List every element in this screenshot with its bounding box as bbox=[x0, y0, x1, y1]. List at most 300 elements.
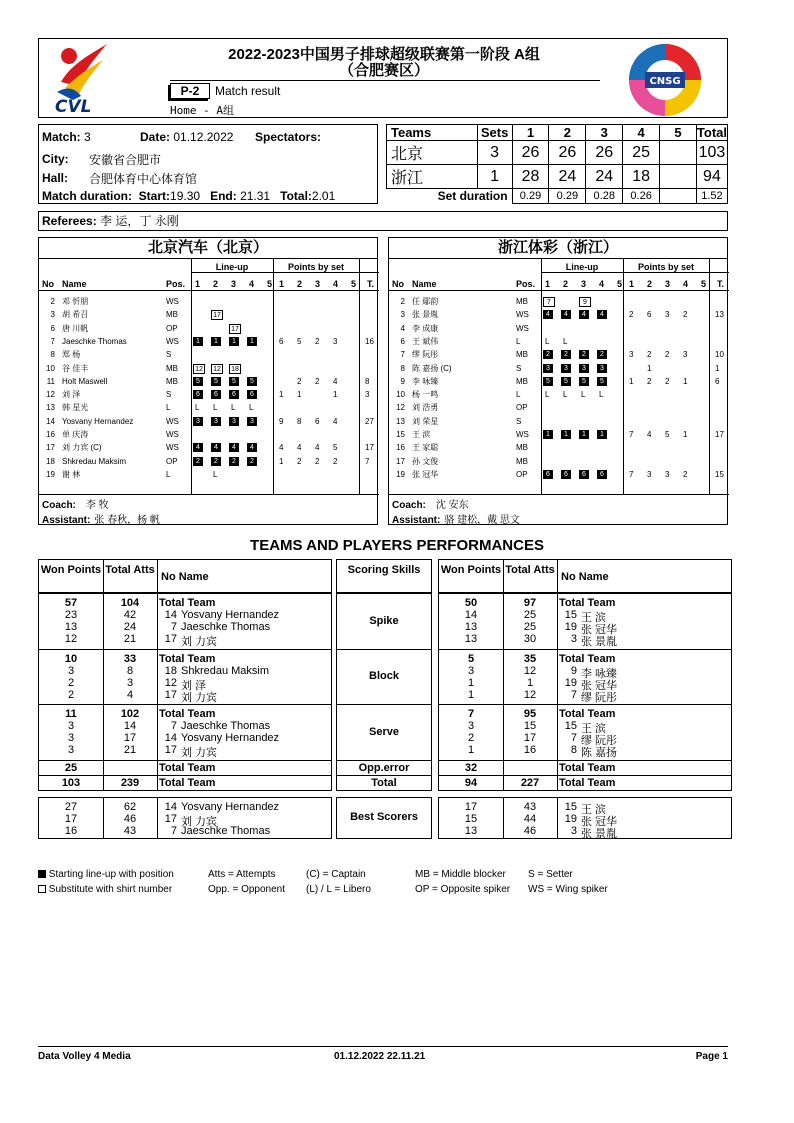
player-set-points: 1 bbox=[683, 430, 688, 439]
player-number: 6 bbox=[400, 336, 405, 346]
player-position: L bbox=[516, 390, 521, 400]
player-name: 刘 泽 bbox=[62, 390, 81, 400]
player-name: 张 冠华 bbox=[581, 624, 618, 636]
player-total-points: 7 bbox=[365, 456, 370, 466]
player-total-points: 17 bbox=[365, 443, 374, 453]
player-total-points: 10 bbox=[715, 350, 724, 360]
starting-position-box: 4 bbox=[543, 310, 553, 319]
player-set-points: 2 bbox=[333, 456, 338, 466]
footer-page: Page 1 bbox=[695, 1051, 728, 1062]
total-atts: 25 bbox=[523, 621, 537, 633]
player-position: WS bbox=[516, 310, 529, 320]
grid-line bbox=[557, 594, 558, 650]
substitute-number-box: 12 bbox=[193, 364, 205, 374]
grid-line bbox=[389, 494, 729, 495]
player-row bbox=[389, 442, 729, 454]
won-points: 25 bbox=[64, 761, 78, 774]
title-underline bbox=[170, 80, 600, 81]
grid-line bbox=[157, 776, 158, 790]
player-row bbox=[39, 389, 379, 401]
player-name: 李 咏臻 bbox=[412, 376, 439, 386]
player-set-points: 2 bbox=[647, 350, 652, 360]
player-number: 12 bbox=[46, 390, 55, 400]
player-number: 19 bbox=[564, 812, 577, 825]
starting-position-box: 2 bbox=[229, 457, 239, 466]
player-number: 17 bbox=[396, 456, 405, 466]
perf-skill-best-scorers bbox=[336, 797, 432, 839]
lineup-libero: L bbox=[581, 390, 586, 400]
player-number: 7 bbox=[170, 824, 177, 837]
perf-best-scorers-right bbox=[438, 797, 732, 839]
col-points: 5 bbox=[351, 279, 357, 289]
player-total-points: 16 bbox=[365, 336, 374, 346]
match-label: Match: 3 bbox=[42, 130, 91, 144]
player-number: 19 bbox=[396, 469, 405, 479]
player-total-points: 15 bbox=[715, 469, 724, 479]
player-set-points: 3 bbox=[665, 469, 670, 479]
player-number: 15 bbox=[396, 430, 405, 439]
perf-skill-block bbox=[336, 649, 432, 706]
player-position: WS bbox=[166, 416, 179, 426]
player-number: 15 bbox=[564, 800, 577, 813]
starting-position-box: 3 bbox=[597, 364, 607, 373]
player-set-points: 5 bbox=[297, 336, 302, 346]
total-atts: 227 bbox=[520, 776, 540, 789]
player-position: MB bbox=[516, 297, 528, 306]
cvl-logo-text: CVL bbox=[55, 97, 92, 116]
total-atts: 104 bbox=[120, 597, 140, 609]
total-atts: 33 bbox=[123, 652, 137, 665]
total-atts: 4 bbox=[126, 688, 134, 701]
total-atts: 42 bbox=[123, 609, 137, 621]
starting-position-box: 3 bbox=[543, 364, 553, 373]
total-time: 2.01 bbox=[311, 189, 336, 203]
lineup-libero: L bbox=[231, 403, 236, 413]
player-position: WS bbox=[166, 336, 179, 346]
col-points: 1 bbox=[279, 279, 285, 289]
starting-position-box: 6 bbox=[579, 470, 589, 479]
won-points: 16 bbox=[64, 824, 78, 837]
player-total-points: 27 bbox=[365, 416, 374, 426]
col-set: 1 bbox=[195, 279, 201, 289]
col-points: 4 bbox=[683, 279, 689, 289]
starting-position-box: 2 bbox=[597, 350, 607, 359]
perf-skill-total bbox=[336, 775, 432, 791]
player-set-points: 7 bbox=[629, 430, 634, 439]
h-scoring-skills: Scoring Skills bbox=[347, 564, 421, 576]
footer-timestamp: 01.12.2022 22.11.21 bbox=[334, 1051, 426, 1062]
grid-line bbox=[541, 272, 729, 273]
col-points: 2 bbox=[647, 279, 653, 289]
perf-section-spike-right bbox=[438, 593, 732, 650]
player-number: 13 bbox=[46, 403, 55, 413]
substitute-number-box: 7 bbox=[543, 297, 555, 307]
player-name: Total Team bbox=[559, 708, 616, 720]
player-set-points: 6 bbox=[279, 336, 284, 346]
player-row bbox=[39, 349, 379, 361]
starting-position-box: 2 bbox=[247, 457, 257, 466]
total-atts: 239 bbox=[120, 776, 140, 789]
lineup-libero: L bbox=[545, 390, 550, 400]
coach-row bbox=[392, 496, 469, 511]
starting-position-box: 1 bbox=[229, 337, 239, 346]
starting-position-box: 5 bbox=[543, 377, 553, 386]
legend-mb: MB = Middle blocker bbox=[415, 869, 506, 880]
col-points: 3 bbox=[665, 279, 671, 289]
player-position: MB bbox=[516, 456, 528, 466]
score-header-row: Teams Sets 1 2 3 4 5 Total bbox=[387, 125, 728, 141]
player-position: MB bbox=[166, 310, 178, 320]
col-name: Name bbox=[62, 279, 87, 289]
player-name: 张 景胤 bbox=[581, 827, 618, 840]
player-number: 19 bbox=[564, 621, 577, 633]
col-points: 2 bbox=[297, 279, 303, 289]
player-position: MB bbox=[516, 376, 528, 386]
total-atts: 46 bbox=[123, 812, 137, 825]
duration-row: Match duration: Start:19.30 End: 21.31 Total:2.01 bbox=[42, 189, 336, 203]
coach-name: 沈 安东 bbox=[435, 500, 469, 511]
player-row bbox=[39, 402, 379, 414]
lineup-label: Line-up bbox=[215, 262, 249, 272]
player-position: WS bbox=[516, 323, 529, 333]
starting-position-box: 3 bbox=[247, 417, 257, 426]
player-set-points: 8 bbox=[297, 416, 302, 426]
starting-position-box: 1 bbox=[597, 430, 607, 439]
grid-line bbox=[557, 776, 558, 790]
player-number: 2 bbox=[400, 297, 405, 306]
perf-skill-opp_error bbox=[336, 760, 432, 776]
won-points: 3 bbox=[467, 720, 475, 732]
player-name: 谢 林 bbox=[62, 469, 81, 479]
total-atts: 24 bbox=[123, 621, 137, 633]
player-number: 14 bbox=[164, 732, 177, 744]
col-pos: Pos. bbox=[516, 279, 536, 289]
total-atts: 15 bbox=[523, 720, 537, 732]
grid-line bbox=[157, 705, 158, 761]
player-set-points: 2 bbox=[315, 456, 320, 466]
player-total-points: 3 bbox=[365, 390, 370, 400]
player-number: 16 bbox=[46, 430, 55, 439]
player-name: 陈 嘉扬 (C) bbox=[412, 363, 452, 373]
player-name: 李 成康 bbox=[412, 323, 439, 333]
player-number: 19 bbox=[564, 676, 577, 689]
starting-position-box: 2 bbox=[193, 457, 203, 466]
perf-skill-serve bbox=[336, 704, 432, 761]
player-position: WS bbox=[166, 430, 179, 439]
player-number: 14 bbox=[164, 800, 177, 813]
player-name: Yosvany Hernandez bbox=[62, 416, 134, 426]
player-name: 王 滨 bbox=[412, 430, 431, 439]
col-set: 4 bbox=[249, 279, 255, 289]
player-number: 3 bbox=[570, 824, 577, 837]
player-set-points: 3 bbox=[333, 336, 338, 346]
player-set-points: 3 bbox=[629, 350, 634, 360]
lineup-libero: L bbox=[599, 390, 604, 400]
player-number: 12 bbox=[396, 403, 405, 413]
starting-position-box: 4 bbox=[597, 310, 607, 319]
footer-divider bbox=[38, 1046, 728, 1047]
player-set-points: 3 bbox=[683, 350, 688, 360]
player-number: 17 bbox=[46, 443, 55, 453]
player-name: Jaeschke Thomas bbox=[62, 336, 127, 346]
player-name: 刘 力宾 bbox=[181, 636, 218, 648]
player-row bbox=[389, 363, 729, 375]
won-points: 13 bbox=[464, 621, 478, 633]
player-set-points: 5 bbox=[665, 430, 670, 439]
player-number: 8 bbox=[50, 350, 55, 360]
won-points: 10 bbox=[64, 652, 78, 665]
player-name: Total Team bbox=[159, 597, 216, 609]
player-name: Shkredau Maksim bbox=[181, 664, 270, 677]
starting-position-box: 5 bbox=[211, 377, 221, 386]
total-atts: 43 bbox=[123, 824, 137, 837]
player-name: 刘 力宾 (C) bbox=[62, 443, 102, 453]
player-position: WS bbox=[516, 430, 529, 439]
player-number: 7 bbox=[570, 732, 577, 744]
player-name: Jaeschke Thomas bbox=[181, 621, 271, 633]
player-number: 2 bbox=[50, 297, 55, 306]
player-name: 谷 佳丰 bbox=[62, 363, 89, 373]
starting-position-box: 3 bbox=[211, 417, 221, 426]
player-set-points: 1 bbox=[297, 390, 302, 400]
player-set-points: 4 bbox=[297, 443, 302, 453]
player-number: 17 bbox=[164, 744, 177, 756]
report-header bbox=[38, 38, 728, 118]
player-set-points: 5 bbox=[333, 443, 338, 453]
player-name: 唐 川帆 bbox=[62, 323, 89, 333]
player-position: S bbox=[166, 350, 172, 360]
won-points: 15 bbox=[464, 812, 478, 825]
referees-row bbox=[38, 211, 728, 231]
player-name: 刘 泽 bbox=[181, 679, 207, 692]
player-number: 7 bbox=[170, 720, 177, 732]
assistant-row bbox=[392, 511, 520, 526]
starting-position-box: 5 bbox=[193, 377, 203, 386]
col-set: 4 bbox=[599, 279, 605, 289]
player-name: Total Team bbox=[159, 708, 216, 720]
player-set-points: 2 bbox=[665, 376, 670, 386]
player-name: 王 斌伟 bbox=[412, 336, 439, 346]
player-total-points: 8 bbox=[365, 376, 370, 386]
starting-position-box: 5 bbox=[229, 377, 239, 386]
starting-position-box: 3 bbox=[229, 417, 239, 426]
legend-starting: Starting line-up with position bbox=[38, 869, 174, 880]
total-atts: 17 bbox=[523, 732, 537, 744]
perf-header-left bbox=[38, 559, 332, 593]
player-name: 刘 浩勇 bbox=[412, 403, 439, 413]
assistant-label: Assistant: bbox=[42, 515, 91, 526]
col-set: 5 bbox=[267, 279, 273, 289]
col-points: T. bbox=[367, 279, 375, 289]
player-set-points: 4 bbox=[647, 430, 652, 439]
perf-best-scorers-left bbox=[38, 797, 332, 839]
footer-left: Data Volley 4 Media bbox=[38, 1051, 131, 1062]
player-number: 14 bbox=[46, 416, 55, 426]
player-set-points: 2 bbox=[297, 376, 302, 386]
player-name: 缪 阮彤 bbox=[581, 735, 618, 747]
player-position: L bbox=[166, 469, 171, 479]
player-set-points: 4 bbox=[333, 416, 338, 426]
player-name: 孙 文俊 bbox=[412, 456, 439, 466]
referees-names: 李 运，丁 永刚 bbox=[100, 214, 179, 228]
player-position: OP bbox=[166, 323, 178, 333]
col-points: 3 bbox=[315, 279, 321, 289]
player-name: 王 滨 bbox=[581, 723, 607, 735]
player-name: 邓 忻朋 bbox=[62, 297, 89, 306]
cnsg-logo-text: CNSG bbox=[649, 76, 681, 87]
player-number: 14 bbox=[164, 609, 177, 621]
won-points: 5 bbox=[467, 652, 475, 665]
starting-position-box: 6 bbox=[247, 390, 257, 399]
substitute-number-box: 17 bbox=[229, 324, 241, 334]
starting-position-box: 6 bbox=[211, 390, 221, 399]
player-number: 9 bbox=[570, 664, 577, 677]
player-row bbox=[389, 416, 729, 428]
grid-line bbox=[157, 761, 158, 775]
player-number: 3 bbox=[50, 310, 55, 320]
h-total-atts: Total Atts bbox=[505, 564, 555, 576]
lineup-libero: L bbox=[249, 403, 254, 413]
total-atts: 14 bbox=[123, 720, 137, 732]
starting-position-box: 6 bbox=[193, 390, 203, 399]
won-points: 3 bbox=[67, 664, 75, 677]
col-set: 3 bbox=[581, 279, 587, 289]
starting-position-box: 6 bbox=[229, 390, 239, 399]
substitute-number-box: 9 bbox=[579, 297, 591, 307]
date-label: Date: 01.12.2022 bbox=[140, 130, 234, 144]
player-row bbox=[39, 469, 379, 481]
player-number: 13 bbox=[396, 416, 405, 426]
grid-line bbox=[191, 272, 379, 273]
player-name: 李 咏臻 bbox=[581, 667, 618, 680]
total-atts: 102 bbox=[120, 708, 140, 720]
player-position: WS bbox=[166, 443, 179, 453]
player-set-points: 1 bbox=[629, 376, 634, 386]
match-info-panel bbox=[38, 124, 378, 204]
player-number: 7 bbox=[170, 621, 177, 633]
player-row bbox=[39, 309, 379, 321]
total-atts: 62 bbox=[123, 800, 137, 813]
grid-line bbox=[103, 761, 104, 775]
team-name-away: 浙江 bbox=[387, 165, 478, 189]
player-name: 陈 嘉扬 bbox=[581, 747, 618, 759]
starting-position-box: 3 bbox=[193, 417, 203, 426]
player-name: Shkredau Maksim bbox=[62, 456, 127, 466]
player-set-points: 1 bbox=[647, 363, 652, 373]
player-position: MB bbox=[516, 350, 528, 360]
won-points: 3 bbox=[67, 744, 75, 756]
total-atts: 21 bbox=[123, 633, 137, 645]
team-name-home: 北京 bbox=[387, 141, 478, 165]
player-set-points: 2 bbox=[683, 469, 688, 479]
player-row bbox=[389, 402, 729, 414]
player-name: 张 景胤 bbox=[581, 636, 618, 648]
won-points: 50 bbox=[464, 597, 478, 609]
player-position: OP bbox=[166, 456, 178, 466]
starting-position-box: 1 bbox=[561, 430, 571, 439]
player-set-points: 2 bbox=[315, 336, 320, 346]
lineup-libero: L bbox=[545, 336, 550, 346]
starting-position-box: 2 bbox=[543, 350, 553, 359]
player-name: Total Team bbox=[559, 652, 616, 665]
report-name: Match result bbox=[215, 84, 281, 98]
player-set-points: 2 bbox=[629, 310, 634, 320]
starting-position-box: 5 bbox=[247, 377, 257, 386]
player-name: 单 庆涛 bbox=[62, 430, 89, 439]
player-row bbox=[39, 363, 379, 375]
starting-position-box: 4 bbox=[211, 443, 221, 452]
player-position: S bbox=[516, 363, 522, 373]
player-row bbox=[39, 416, 379, 428]
player-position: L bbox=[166, 403, 171, 413]
row-name: Total Team bbox=[159, 776, 216, 789]
col-name: Name bbox=[412, 279, 437, 289]
player-set-points: 7 bbox=[629, 469, 634, 479]
total-atts: 95 bbox=[523, 708, 537, 720]
start-time: 19.30 bbox=[170, 189, 201, 203]
player-row bbox=[389, 429, 729, 441]
won-points: 3 bbox=[67, 720, 75, 732]
assistant-row bbox=[42, 511, 160, 526]
team-name: 浙江体彩（浙江） bbox=[389, 238, 727, 259]
player-name: Yosvany Hernandez bbox=[181, 732, 280, 744]
starting-position-box: 4 bbox=[193, 443, 203, 452]
hall-label: Hall: bbox=[42, 171, 69, 185]
won-points: 1 bbox=[467, 744, 475, 756]
player-number: 4 bbox=[400, 323, 405, 333]
won-points: 23 bbox=[64, 609, 78, 621]
player-number: 16 bbox=[396, 443, 405, 453]
legend-libero: (L) / L = Libero bbox=[306, 884, 371, 895]
coach-label: Coach: bbox=[42, 500, 76, 511]
won-points: 2 bbox=[67, 676, 75, 689]
lineup-libero: L bbox=[563, 336, 568, 346]
match-number: 3 bbox=[84, 130, 91, 144]
player-name: Total Team bbox=[559, 597, 616, 609]
player-name: 张 冠华 bbox=[412, 469, 439, 479]
player-number: 15 bbox=[564, 609, 577, 621]
starting-position-box: 4 bbox=[229, 443, 239, 452]
total-atts: 3 bbox=[126, 676, 134, 689]
player-total-points: 17 bbox=[715, 430, 724, 439]
player-set-points: 2 bbox=[297, 456, 302, 466]
player-row bbox=[389, 376, 729, 388]
player-name: 张 冠华 bbox=[581, 815, 618, 828]
player-row bbox=[389, 456, 729, 468]
legend-captain: (C) = Captain bbox=[306, 869, 366, 880]
total-atts: 46 bbox=[523, 824, 537, 837]
player-name: 胡 希召 bbox=[62, 310, 89, 320]
score-row-away: 浙江 1 28 24 24 18 94 bbox=[387, 165, 728, 189]
grid-line bbox=[157, 798, 158, 838]
total-atts: 21 bbox=[123, 744, 137, 756]
player-set-points: 2 bbox=[683, 310, 688, 320]
assistant-names: 张 春秋，杨 帆 bbox=[94, 515, 160, 526]
won-points: 12 bbox=[64, 633, 78, 645]
player-row bbox=[389, 296, 729, 308]
grid-line bbox=[157, 650, 158, 706]
substitute-number-box: 18 bbox=[229, 364, 241, 374]
col-pos: Pos. bbox=[166, 279, 186, 289]
h-no-name: No Name bbox=[161, 571, 209, 583]
player-position: OP bbox=[516, 469, 528, 479]
referees-label: Referees: bbox=[42, 214, 97, 228]
player-name: 缪 阮彤 bbox=[412, 350, 439, 360]
row-name: Total Team bbox=[559, 761, 616, 774]
player-row bbox=[389, 349, 729, 361]
player-position: MB bbox=[516, 443, 528, 453]
starting-position-box: 5 bbox=[561, 377, 571, 386]
